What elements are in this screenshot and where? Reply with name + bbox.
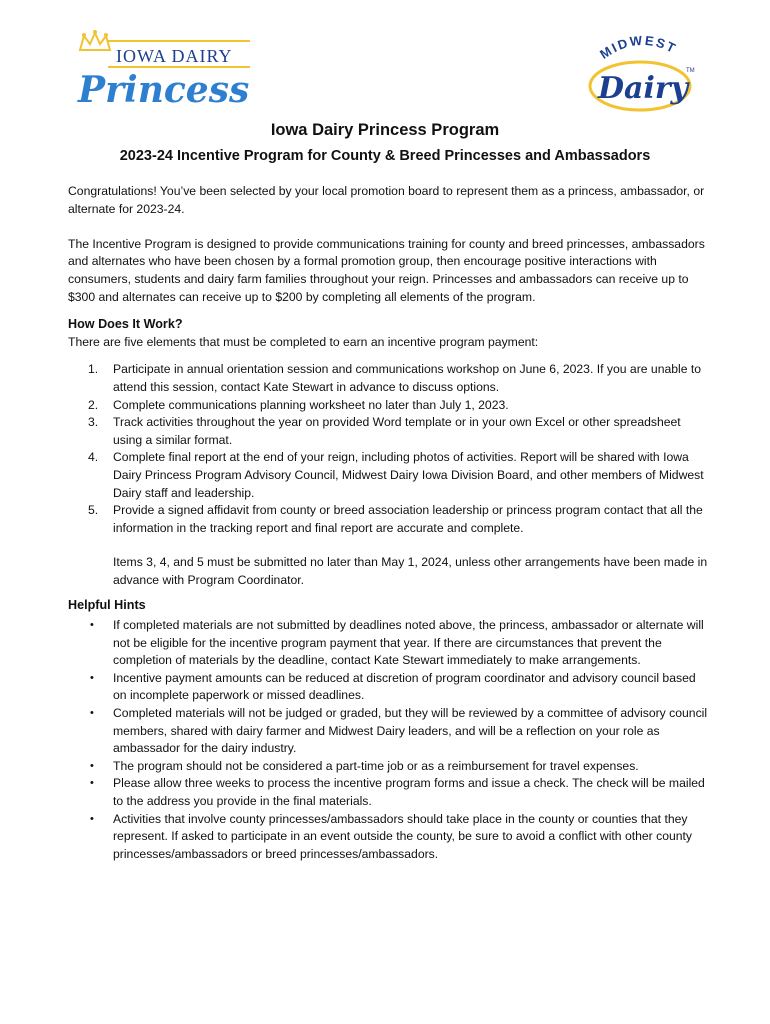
- logo-right-line1: MIDWEST: [597, 32, 680, 62]
- hints-heading: Helpful Hints: [68, 598, 146, 613]
- list-item: 2. Complete communications planning worksheet no later than July 1, 2023.: [88, 397, 509, 412]
- logo-right-line2: Dairy: [598, 71, 689, 106]
- how-lead: There are five elements that must be completed to earn an incentive program payment:: [68, 334, 539, 349]
- logo-left-line2: Princess: [78, 69, 250, 108]
- program-paragraph: The Incentive Program is designed to provide communications training for county and breed princesses, ambassadors and alternates who have been chosen by a formal promotion group, then encourage positive interactions with consumers, students and dairy farm families throughout your reign. Princesses and ambassadors can receive up to $300 and alternates can receive up to $200 by completing all elements of the program.: [68, 236, 705, 304]
- page-title: Iowa Dairy Princess Program: [270, 121, 500, 139]
- list-item: 3. Track activities throughout the year on provided Word template or in your own Excel or other spreadsheet using a similar format.: [88, 415, 681, 447]
- crown-icon: [80, 30, 110, 50]
- submission-note: Items 3, 4, and 5 must be submitted no later than May 1, 2024, unless other arrangements have been made in advance with Program Coordinator.: [113, 555, 708, 587]
- how-heading: How Does It Work?: [68, 317, 183, 332]
- list-item: • Completed materials will not be judged or graded, but they will be reviewed by a committee of advisory council members, shared with dairy farmer and Midwest Dairy leaders, and will be a reflection on your role as ambassador for the dairy industry.: [90, 706, 708, 756]
- midwest-dairy-logo: [582, 32, 700, 112]
- list-item: 4. Complete final report at the end of your reign, including photos of activities. Report will be shared with Iowa Dairy Princess Program Advisory Council, Midwest Dairy Iowa Division Board, and other members of Midwest Dairy staff and leadership.: [88, 450, 704, 500]
- list-item: • Activities that involve county princesses/ambassadors should take place in the county or counties that they represent. If asked to participate in an event outside the county, be sure to avoid a conflict with other county princesses/ambassadors or breed princesses/ambassadors.: [90, 811, 693, 861]
- document-body: [68, 183, 708, 863]
- page-subtitle: 2023-24 Incentive Program for County & Breed Princesses and Ambassadors: [119, 148, 651, 164]
- list-item: • Please allow three weeks to process the incentive program forms and issue a check. The check will be mailed to the address you provide in the final materials.: [90, 776, 705, 808]
- list-item: • Incentive payment amounts can be reduced at discretion of program coordinator and advisory council based on incomplete paperwork or missed deadlines.: [90, 670, 696, 703]
- logo-right-tm: TM: [686, 68, 695, 74]
- iowa-dairy-princess-logo: [74, 28, 252, 108]
- list-item: 1. Participate in annual orientation session and communications workshop on June 6, 2023. If you are unable to attend this session, contact Kate Stewart in advance to discuss options.: [88, 362, 702, 394]
- logo-left-line1: IOWA DAIRY: [116, 46, 233, 66]
- list-item: 5. Provide a signed affidavit from county or breed association leadership or princess program contact that all the information in the tracking report and final report are accurate and complete.: [88, 503, 703, 535]
- hints-list: [68, 617, 708, 863]
- requirements-list: [68, 361, 708, 537]
- list-item: • If completed materials are not submitted by deadlines noted above, the princess, ambassador or alternate will not be eligible for the incentive program payment that year. If there are circumstances that prevent the completion of materials by the deadline, contact Kate Stewart immediately to make arrangements.: [90, 618, 704, 668]
- congrats-paragraph: Congratulations! You’ve been selected by your local promotion board to represent them as a princess, ambassador, or alternate for 2023-24.: [68, 184, 705, 216]
- list-item: • The program should not be considered a part-time job or as a reimbursement for travel expenses.: [90, 758, 639, 773]
